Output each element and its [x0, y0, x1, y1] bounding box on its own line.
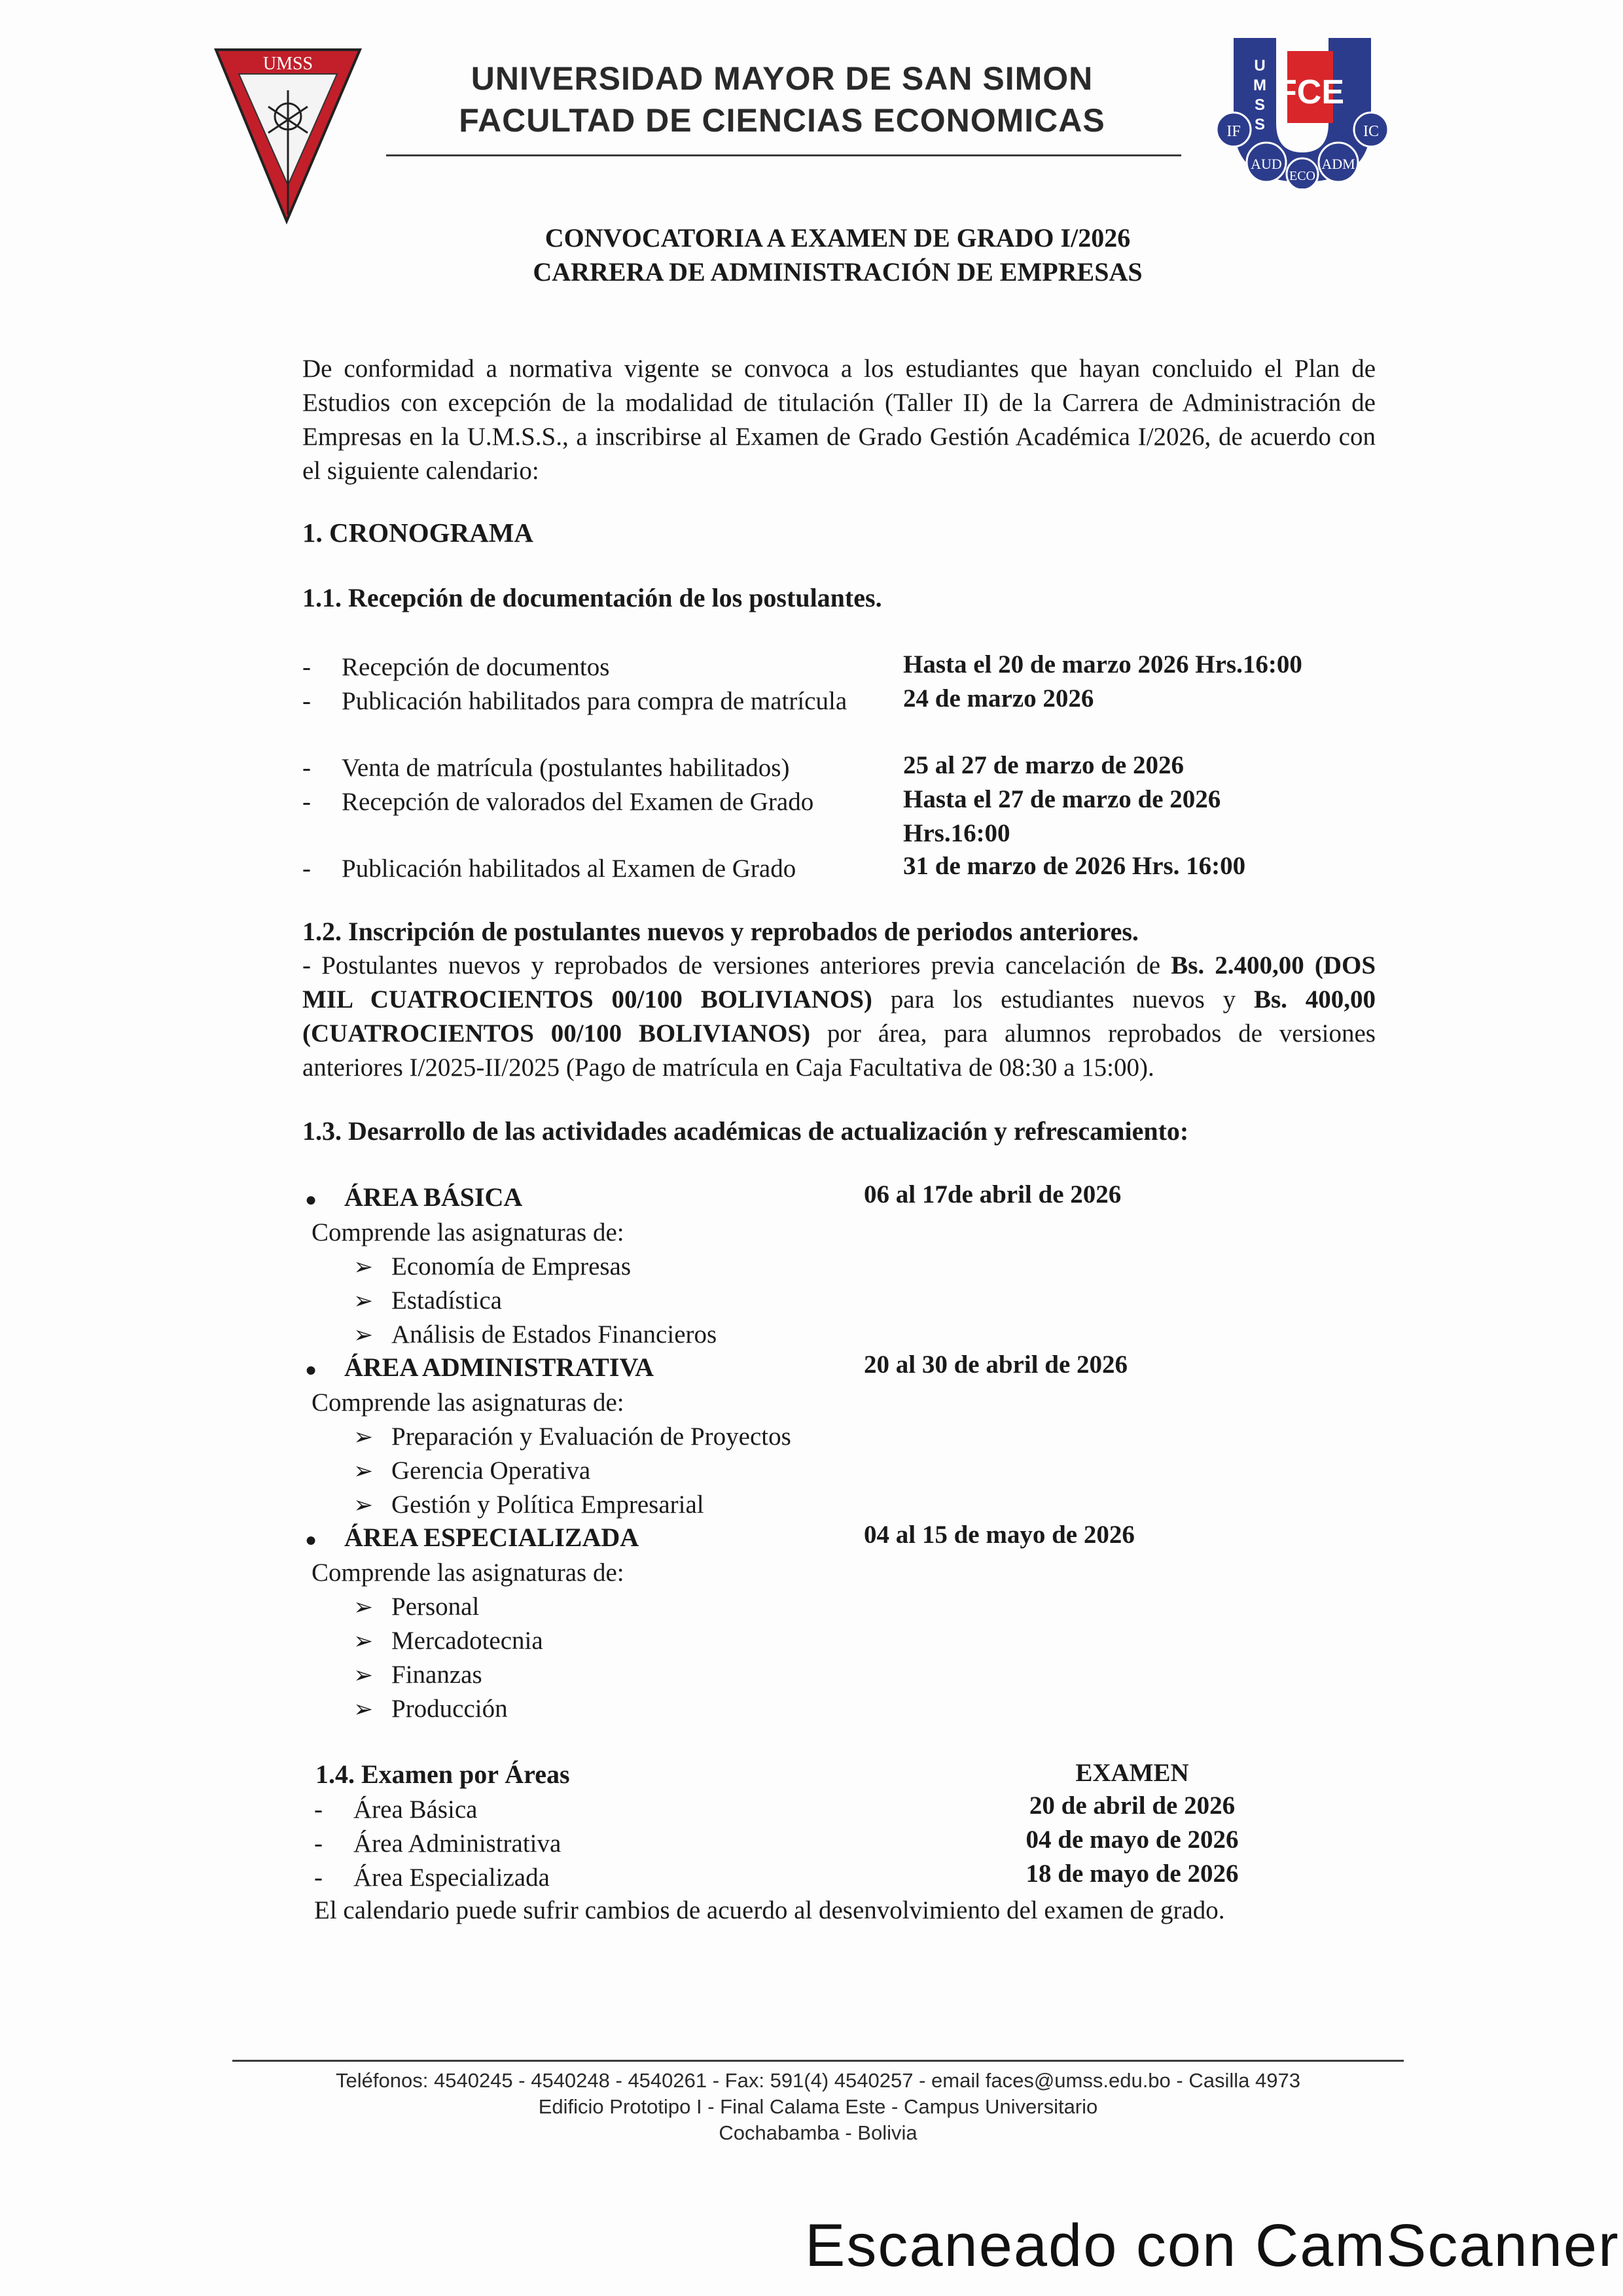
subject-item: ➢ Personal — [353, 1593, 480, 1621]
calendar-note: El calendario puede sufrir cambios de acuerdo al desenvolvimiento del examen de grado. — [314, 1896, 1225, 1924]
schedule-date-1: Hasta el 20 de marzo 2026 Hrs.16:00 — [903, 650, 1302, 679]
camscanner-watermark: Escaneado con CamScanner — [805, 2212, 1620, 2279]
announcement-title — [366, 221, 1309, 289]
exam-date-3: 18 de mayo de 2026 — [1026, 1860, 1239, 1888]
logo-badge-aud: AUD — [1251, 156, 1282, 172]
logo-letter-m: M — [1253, 77, 1266, 94]
exam-area-2: - Área Administrativa — [314, 1829, 562, 1858]
subject-item: ➢ Mercadotecnia — [353, 1627, 543, 1655]
title-line-1: CONVOCATORIA A EXAMEN DE GRADO I/2026 — [544, 223, 1131, 253]
footer-city: Cochabamba - Bolivia — [719, 2121, 918, 2144]
subject-item: ➢ Gerencia Operativa — [353, 1457, 591, 1485]
exam-date-2: 04 de mayo de 2026 — [1026, 1826, 1239, 1854]
logo-fce-text: FCE — [1276, 73, 1344, 111]
logo-letter-s2: S — [1254, 116, 1266, 133]
subject-item: ➢ Finanzas — [353, 1661, 482, 1689]
logo-letter-s1: S — [1254, 96, 1266, 114]
subject-item: ➢ Estadística — [353, 1286, 502, 1315]
title-line-2: CARRERA DE ADMINISTRACIÓN DE EMPRESAS — [533, 257, 1143, 287]
area-administrativa-title: ● ÁREA ADMINISTRATIVA — [305, 1352, 654, 1382]
schedule-item-1: - Recepción de documentos — [302, 653, 610, 681]
fce-logo — [1214, 31, 1391, 188]
intro-paragraph: De conformidad a normativa vigente se convoca a los estudiantes que hayan concluido el Plan de Estudios con excepción de la modalidad de titulación (Taller II) de la Carrera de Administración de Empresas en la U.M.S.S., a inscribirse al Examen de Grado Gestión Académica I/2026, de acuerdo con el siguiente calendario: — [302, 355, 1376, 485]
subject-item: ➢ Gestión y Política Empresarial — [353, 1491, 704, 1519]
footer-address: Edificio Prototipo I - Final Calama Este - Campus Universitario — [538, 2095, 1098, 2118]
header-title — [393, 58, 1171, 141]
subject-item: ➢ Producción — [353, 1695, 508, 1723]
subject-item: ➢ Economía de Empresas — [353, 1252, 632, 1280]
schedule-item-5: - Publicación habilitados al Examen de Grado — [302, 855, 796, 883]
subject-item: ➢ Preparación y Evaluación de Proyectos — [353, 1422, 791, 1451]
logo-badge-eco: ECO — [1289, 169, 1315, 183]
area-basica-title: ● ÁREA BÁSICA — [305, 1182, 523, 1212]
schedule-item-3: - Venta de matrícula (postulantes habilitados) — [302, 754, 790, 782]
university-name: UNIVERSIDAD MAYOR DE SAN SIMON — [471, 60, 1094, 97]
area-administrativa-intro: Comprende las asignaturas de: — [312, 1388, 624, 1417]
footer-contact: Teléfonos: 4540245 - 4540248 - 4540261 - Fax: 591(4) 4540257 - email faces@umss.edu.bo - Casilla 4973 — [336, 2069, 1300, 2092]
exam-date-1: 20 de abril de 2026 — [1029, 1792, 1236, 1820]
area-especializada-dates: 04 al 15 de mayo de 2026 — [864, 1521, 1135, 1549]
area-administrativa-dates: 20 al 30 de abril de 2026 — [864, 1351, 1128, 1379]
logo-letter-u: U — [1254, 57, 1266, 75]
schedule-date-2: 24 de marzo 2026 — [903, 684, 1094, 713]
logo-badge-ic: IC — [1363, 123, 1379, 140]
area-basica-dates: 06 al 17de abril de 2026 — [864, 1180, 1122, 1209]
section-1-3-heading: 1.3. Desarrollo de las actividades académicas de actualización y refrescamiento: — [302, 1116, 1189, 1146]
schedule-date-5: 31 de marzo de 2026 Hrs. 16:00 — [903, 852, 1246, 880]
area-especializada-intro: Comprende las asignaturas de: — [312, 1559, 624, 1587]
schedule-date-4: Hasta el 27 de marzo de 2026 Hrs.16:00 — [903, 785, 1221, 847]
header-divider — [386, 154, 1181, 156]
footer-divider — [232, 2060, 1404, 2062]
faculty-name: FACULTAD DE CIENCIAS ECONOMICAS — [459, 102, 1105, 139]
umss-logo-text: UMSS — [262, 54, 313, 74]
exam-area-3: - Área Especializada — [314, 1863, 550, 1892]
section-1-2-paragraph: - Postulantes nuevos y reprobados de versiones anteriores previa cancelación de Bs. 2.400,00 (DOS MIL CUATROCIENTOS 00/100 BOLIVIANOS) para los estudiantes nuevos y Bs. 400,00 (CUATROCIENTOS 00/100 BOLIVIANOS) por área, para alumnos reprobados de versiones anteriores I/2025-II/2025 (Pago de matrícula en Caja Facultativa de 08:30 a 15:00). — [302, 951, 1376, 1082]
exam-area-1: - Área Básica — [314, 1795, 478, 1824]
exam-column-header: EXAMEN — [1075, 1759, 1189, 1787]
section-1-4-heading: 1.4. Examen por Áreas — [315, 1759, 570, 1789]
schedule-item-4: - Recepción de valorados del Examen de Grado — [302, 788, 814, 816]
section-1-2-heading: 1.2. Inscripción de postulantes nuevos y reprobados de periodos anteriores. — [302, 917, 1139, 946]
schedule-item-2: - Publicación habilitados para compra de matrícula — [302, 687, 847, 715]
section-1-1-heading: 1.1. Recepción de documentación de los postulantes. — [302, 583, 882, 612]
logo-badge-adm: ADM — [1321, 156, 1355, 172]
logo-badge-if: IF — [1226, 123, 1241, 140]
schedule-date-3: 25 al 27 de marzo de 2026 — [903, 751, 1184, 779]
subject-item: ➢ Análisis de Estados Financieros — [353, 1320, 717, 1349]
area-especializada-title: ● ÁREA ESPECIALIZADA — [305, 1523, 639, 1552]
umss-shield-logo — [209, 44, 366, 228]
section-1-heading: 1. CRONOGRAMA — [302, 518, 534, 548]
area-basica-intro: Comprende las asignaturas de: — [312, 1218, 624, 1246]
